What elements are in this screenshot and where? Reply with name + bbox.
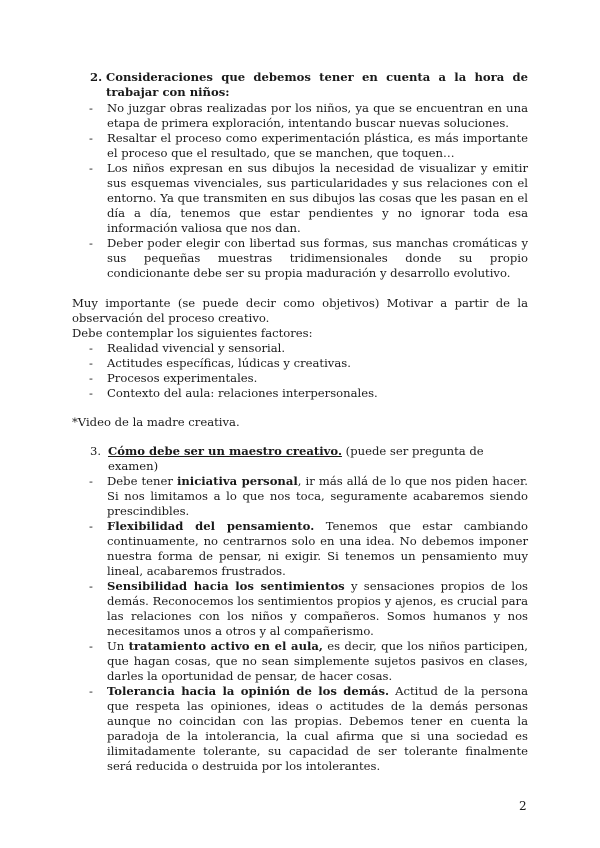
section-3-list bbox=[89, 474, 528, 774]
list-item: - Deber poder elegir con libertad sus formas, sus manchas cromáticas y sus pequeñas muestras tridimensionales donde su propio condicionante debe ser su propia maduración y desarrollo evolutivo. bbox=[89, 236, 528, 281]
list-item bbox=[89, 579, 528, 639]
item-text: Tenemos que estar cambiando continuamente, no centrarnos solo en una idea. No debemos imponer nuestra forma de pensar, ni exigir. Si tenemos un pensamiento muy lineal, acabaremos frustrados. bbox=[107, 519, 528, 578]
item-text: Debe tener bbox=[107, 474, 177, 488]
objectives-paragraph: Muy importante (se puede decir como objetivos) Motivar a partir de la observación del proceso creativo. bbox=[72, 296, 528, 325]
list-item bbox=[89, 639, 528, 684]
section-2-list bbox=[89, 101, 528, 281]
item-text: y sensaciones propios de los demás. Reconocemos los sentimientos propios y ajenos, es crucial para las relaciones con los niños y compañeros. Somos humanos y nos necesitamos unos a otros y al compañerismo. bbox=[107, 579, 529, 638]
item-bold-text: Flexibilidad del pensamiento. bbox=[107, 519, 315, 533]
item-bold-text: Sensibilidad hacia los sentimientos bbox=[107, 579, 345, 593]
section-3-note: (puede ser pregunta de examen) bbox=[108, 444, 484, 473]
item-bold-text: Tolerancia hacia la opinión de los demás. bbox=[107, 684, 390, 698]
item-bold-text: tratamiento activo en el aula, bbox=[128, 639, 323, 653]
list-item bbox=[89, 474, 528, 519]
item-text: es decir, que los niños participen, que hagan cosas, que no sean simplemente sujetos pasivos en clases, darles la oportunidad de pensar, de hacer cosas. bbox=[107, 639, 528, 683]
page-number: 2 bbox=[519, 799, 527, 813]
item-text: Actitud de la persona que respeta las opiniones, ideas o actitudes de la demás personas aunque no coincidan con las propias. Debemos tener en cuenta la paradoja de la intolerancia, la cual afirma que si una sociedad es ilimitadamente tolerante, su capacidad de ser tolerante finalmente será reducida o destruida por los intolerantes. bbox=[107, 684, 528, 773]
section-2-title: Consideraciones que debemos tener en cuenta a la hora de trabajar con niños: bbox=[106, 70, 528, 99]
list-item bbox=[89, 684, 528, 774]
list-item: - No juzgar obras realizadas por los niños, ya que se encuentran en una etapa de primera exploración, intentando buscar nuevas soluciones. bbox=[89, 101, 528, 131]
factors-list bbox=[89, 341, 528, 401]
list-item: - Realidad vivencial y sensorial. bbox=[89, 341, 528, 356]
section-3-number: 3. bbox=[90, 444, 102, 458]
list-item: - Los niños expresan en sus dibujos la necesidad de visualizar y emitir sus esquemas vivenciales, sus particularidades y sus relaciones con el entorno. Ya que transmiten en sus dibujos las cosas que les pasan en el día a día, tenemos que estar pendientes y no ignorar toda esa información valiosa que nos dan. bbox=[89, 161, 528, 236]
item-text: Un bbox=[107, 639, 129, 653]
section-2-heading bbox=[90, 70, 528, 100]
list-item: - Procesos experimentales. bbox=[89, 371, 528, 386]
list-item: - Resaltar el proceso como experimentación plástica, es más importante el proceso que el resultado, que se manchen, que toquen… bbox=[89, 131, 528, 161]
section-2-number: 2. bbox=[90, 70, 103, 84]
list-item: - Actitudes específicas, lúdicas y creativas. bbox=[89, 356, 528, 371]
video-note: *Video de la madre creativa. bbox=[72, 415, 240, 429]
list-item bbox=[89, 519, 528, 579]
item-bold-text: iniciativa personal bbox=[176, 474, 298, 488]
list-item: - Contexto del aula: relaciones interpersonales. bbox=[89, 386, 528, 401]
factors-lead: Debe contemplar los siguientes factores: bbox=[72, 326, 313, 340]
section-3-heading bbox=[90, 444, 528, 474]
section-3-title: Cómo debe ser un maestro creativo. bbox=[108, 444, 342, 458]
item-text: , ir más allá de lo que nos piden hacer. Si nos limitamos a lo que nos toca, seguramente acabaremos siendo prescindibles. bbox=[107, 474, 528, 518]
